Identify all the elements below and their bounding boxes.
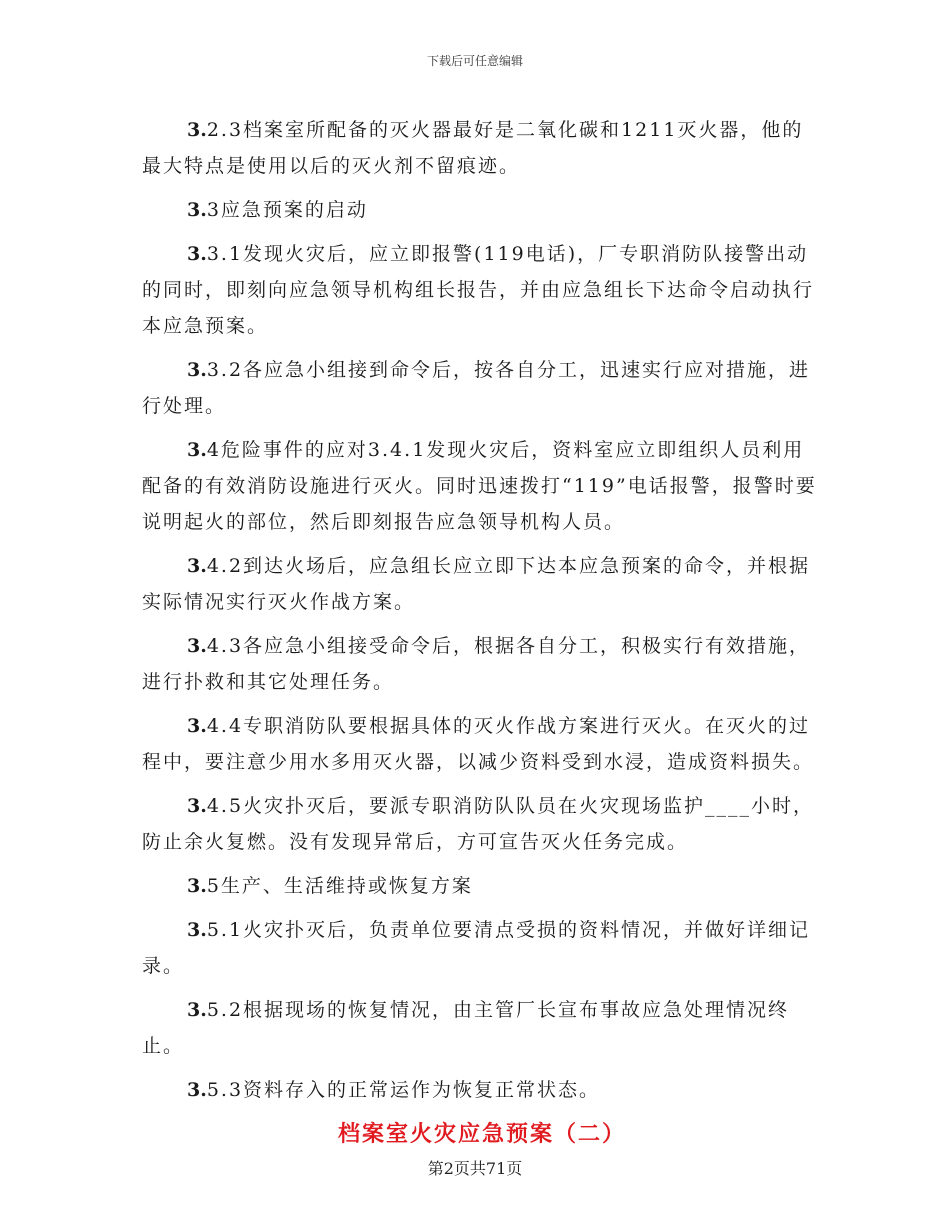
paragraph-text: 3.1发现火灾后，应立即报警(119电话)，厂专职消防队接警出动的同时，即刻向应急领导机构组长报告，并由应急组长下达命令启动执行本应急预案。 <box>142 243 815 337</box>
paragraph-3-4-3 <box>142 628 822 700</box>
paragraph-3-4 <box>142 432 822 540</box>
paragraph-text: 3应急预案的启动 <box>206 199 368 221</box>
section-title: 档案室火灾应急预案（二） <box>337 1121 626 1147</box>
paragraph-number: 3. <box>187 875 207 897</box>
document-body <box>142 112 822 1152</box>
paragraph-3-4-4 <box>142 708 822 780</box>
paragraph-text: 4.4专职消防队要根据具体的灭火作战方案进行灭火。在灭火的过程中，要注意少用水多用灭火器，以减少资料受到水浸，造成资料损失。 <box>142 715 815 773</box>
paragraph-text: 2.3档案室所配备的灭火器最好是二氧化碳和1211灭火器，他的最大特点是使用以后的灭火剂不留痕迹。 <box>142 119 804 177</box>
paragraph-3-2-3 <box>142 112 822 184</box>
paragraph-text: 4.2到达火场后，应急组长应立即下达本应急预案的命令，并根据实际情况实行灭火作战方案。 <box>142 555 811 613</box>
paragraph-3-3-1 <box>142 236 822 344</box>
paragraph-number: 3. <box>187 199 207 221</box>
paragraph-text: 5.3资料存入的正常运作为恢复正常状态。 <box>206 1079 601 1101</box>
paragraph-3-5-1 <box>142 912 822 984</box>
paragraph-number: 3. <box>187 555 207 577</box>
paragraph-3-5 <box>142 868 822 904</box>
paragraph-3-4-5 <box>142 788 822 860</box>
paragraph-number: 3. <box>187 359 207 381</box>
paragraph-3-3-2 <box>142 352 822 424</box>
paragraph-text: 4.5火灾扑灭后，要派专职消防队队员在火灾现场监护____小时，防止余火复燃。没有发现异常后，方可宣告灭火任务完成。 <box>142 795 815 853</box>
paragraph-text: 4.3各应急小组接受命令后，根据各自分工，积极实行有效措施，进行扑救和其它处理任务。 <box>142 635 811 693</box>
paragraph-text: 4危险事件的应对3.4.1发现火灾后，资料室应立即组织人员利用配备的有效消防设施进行灭火。同时迅速拨打“119”电话报警，报警时要说明起火的部位，然后即刻报告应急领导机构人员。 <box>142 439 817 533</box>
paragraph-3-3 <box>142 192 822 228</box>
paragraph-text: 5.2根据现场的恢复情况，由主管厂长宣布事故应急处理情况终止。 <box>142 999 790 1057</box>
paragraph-number: 3. <box>187 1079 207 1101</box>
paragraph-3-5-3 <box>142 1072 822 1108</box>
paragraph-number: 3. <box>187 243 207 265</box>
paragraph-number: 3. <box>187 119 207 141</box>
paragraph-number: 3. <box>187 999 207 1021</box>
paragraph-text: 5.1火灾扑灭后，负责单位要清点受损的资料情况，并做好详细记录。 <box>142 919 811 977</box>
paragraph-number: 3. <box>187 795 207 817</box>
paragraph-text: 3.2各应急小组接到命令后，按各自分工，迅速实行应对措施，进行处理。 <box>142 359 811 417</box>
paragraph-text: 5生产、生活维持或恢复方案 <box>206 875 473 897</box>
paragraph-number: 3. <box>187 715 207 737</box>
page-header-note: 下载后可任意编辑 <box>426 54 523 68</box>
paragraph-number: 3. <box>187 635 207 657</box>
paragraph-3-5-2 <box>142 992 822 1064</box>
paragraph-number: 3. <box>187 919 207 941</box>
page-number-footer: 第2页共71页 <box>427 1159 523 1178</box>
paragraph-number: 3. <box>187 439 207 461</box>
paragraph-3-4-2 <box>142 548 822 620</box>
